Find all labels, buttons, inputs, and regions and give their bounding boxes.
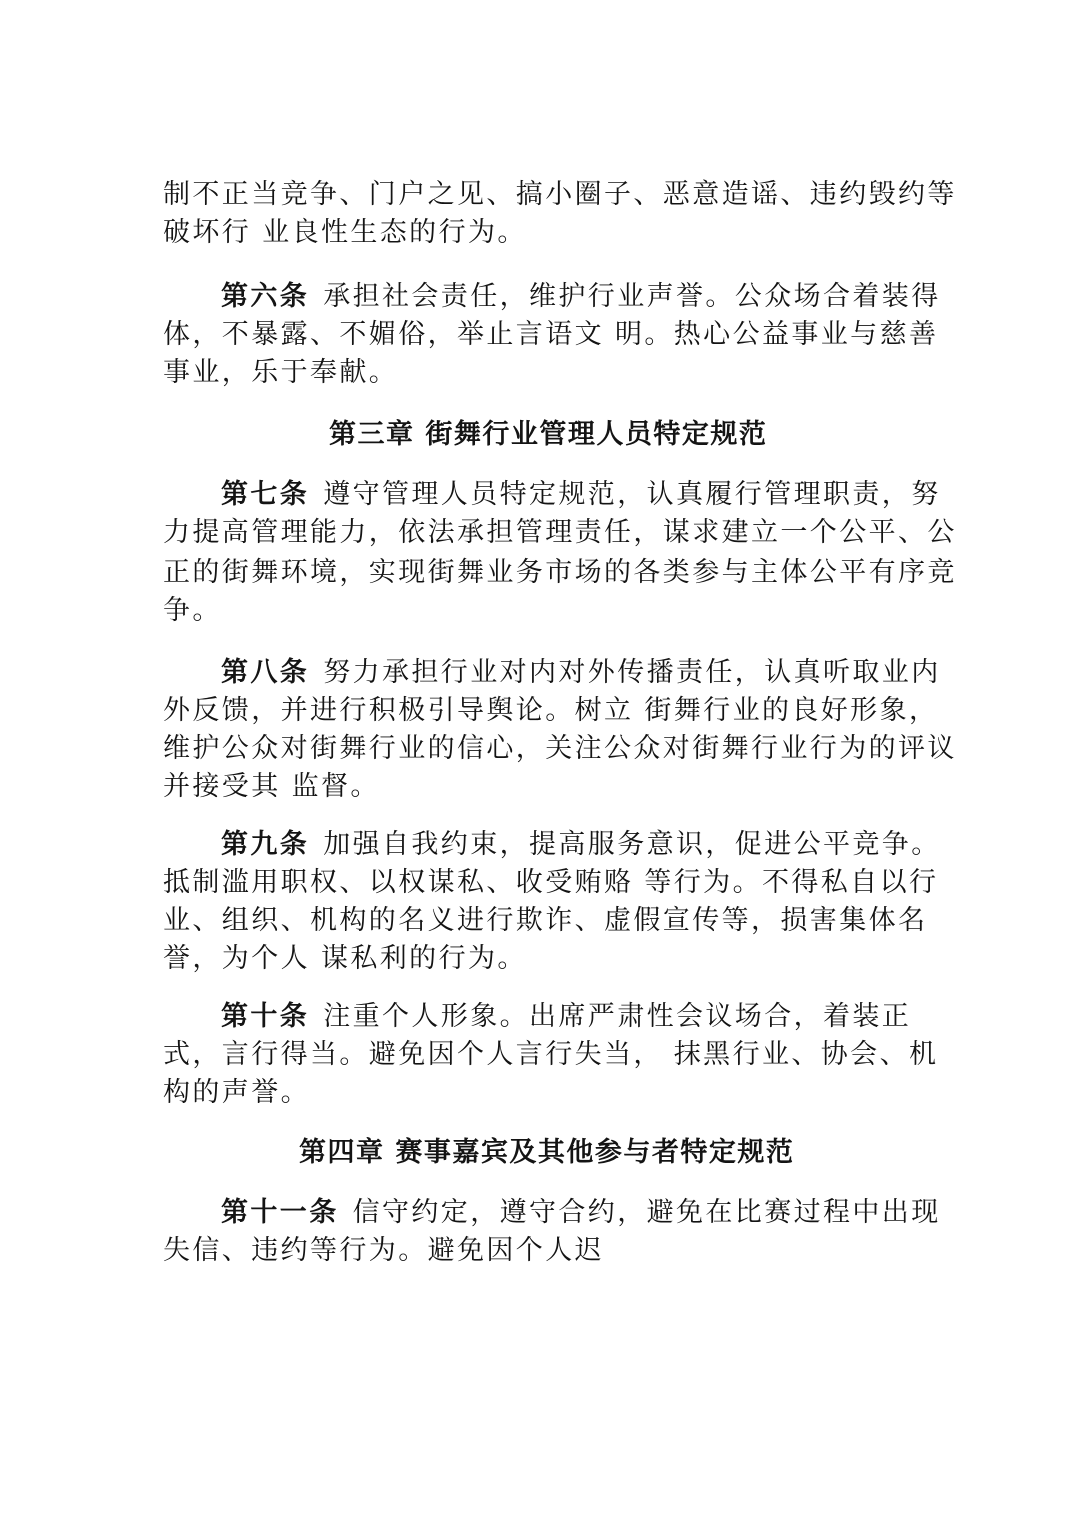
article-text: 努力承担行业对内对外传播责任，认真听取业内 (323, 657, 941, 688)
text-line: 外反馈，并进行积极引导舆论。树立 街舞行业的良好形象， (163, 695, 939, 726)
article-first-line (221, 278, 941, 316)
article-label: 第六条 (221, 281, 310, 312)
article-label: 第八条 (221, 657, 310, 688)
article-text: 信守约定，遵守合约，避免在比赛过程中出现 (352, 1197, 941, 1228)
chapter-heading: 第三章 街舞行业管理人员特定规范 (329, 419, 768, 450)
text-line: 维护公众对街舞行业的信心，关注公众对街舞行业行为的评议 (163, 733, 957, 764)
text-line: 并接受其 监督。 (163, 771, 380, 802)
text-line: 力提高管理能力，依法承担管理责任，谋求建立一个公平、公 (163, 517, 957, 548)
article-first-line (221, 476, 941, 514)
text-line: 事业，乐于奉献。 (163, 357, 399, 388)
article-first-line (221, 826, 941, 864)
text-line: 制不正当竞争、门户之见、搞小圈子、恶意造谣、违约毁约等 (163, 179, 957, 210)
text-line: 誉，为个人 谋私利的行为。 (163, 943, 527, 974)
text-line: 抵制滥用职权、以权谋私、收受贿赂 等行为。不得私自以行 (163, 867, 939, 898)
article-text: 加强自我约束，提高服务意识，促进公平竞争。 (323, 829, 941, 860)
article-first-line (221, 1194, 941, 1232)
article-text: 注重个人形象。出席严肃性会议场合，着装正 (323, 1001, 912, 1032)
article-label: 第七条 (221, 479, 310, 510)
text-line: 式，言行得当。避免因个人言行失当， 抹黑行业、协会、机 (163, 1039, 939, 1070)
article-first-line (221, 998, 911, 1036)
article-label: 第十一条 (221, 1197, 339, 1228)
chapter-heading: 第四章 赛事嘉宾及其他参与者特定规范 (299, 1137, 795, 1168)
text-line: 体，不暴露、不媚俗，举止言语文 明。热心公益事业与慈善 (163, 319, 939, 350)
article-label: 第九条 (221, 829, 310, 860)
text-line: 争。 (163, 595, 222, 626)
article-first-line (221, 654, 941, 692)
article-text: 承担社会责任，维护行业声誉。公众场合着装得 (323, 281, 941, 312)
text-line: 失信、违约等行为。避免因个人迟 (163, 1235, 604, 1266)
text-line: 破坏行 业良性生态的行为。 (163, 217, 527, 248)
article-label: 第十条 (221, 1001, 310, 1032)
text-line: 业、组织、机构的名义进行欺诈、虚假宣传等，损害集体名 (163, 905, 928, 936)
text-line: 构的声誉。 (163, 1077, 310, 1108)
article-text: 遵守管理人员特定规范，认真履行管理职责，努 (323, 479, 941, 510)
text-line: 正的街舞环境，实现街舞业务市场的各类参与主体公平有序竞 (163, 557, 957, 588)
